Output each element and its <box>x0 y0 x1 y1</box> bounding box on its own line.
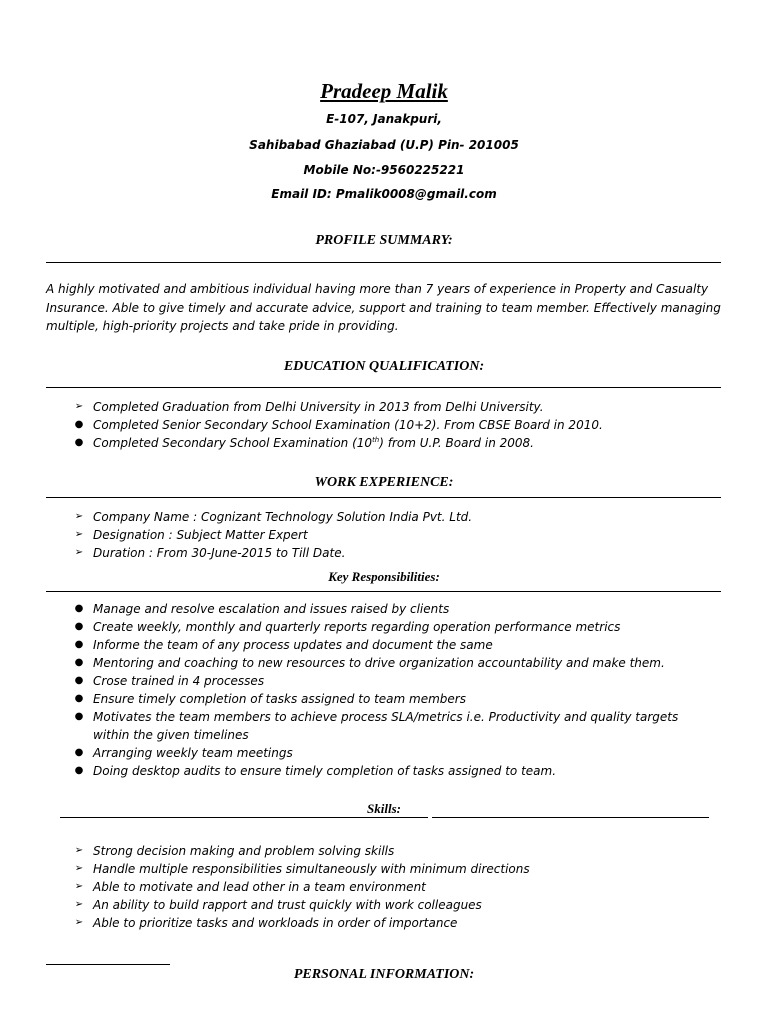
arrow-bullet-icon: ➢ <box>74 511 84 522</box>
footnote-divider <box>46 964 170 965</box>
candidate-name: Pradeep Malik <box>320 79 448 103</box>
list-item: ➢ Handle multiple responsibilities simultaneously with minimum directions <box>74 862 530 876</box>
dot-bullet-icon: ● <box>74 693 84 704</box>
list-item: ➢ Designation : Subject Matter Expert <box>74 528 308 542</box>
arrow-bullet-icon: ➢ <box>74 863 84 874</box>
dot-bullet-icon: ● <box>74 765 84 776</box>
arrow-bullet-icon: ➢ <box>74 899 84 910</box>
dot-bullet-icon: ● <box>74 603 84 614</box>
arrow-bullet-icon: ➢ <box>74 845 84 856</box>
list-item: ➢ Completed Graduation from Delhi University in 2013 from Delhi University. <box>74 400 544 414</box>
skills-list <box>0 842 768 932</box>
address-line-1: E-107, Janakpuri, <box>326 112 442 126</box>
dot-bullet-icon: ● <box>74 675 84 686</box>
arrow-bullet-icon: ➢ <box>74 881 84 892</box>
divider <box>46 387 721 388</box>
list-item: ● Completed Senior Secondary School Examination (10+2). From CBSE Board in 2010. <box>74 418 603 432</box>
list-item: ➢ Company Name : Cognizant Technology Solution India Pvt. Ltd. <box>74 510 473 524</box>
mobile-number: Mobile No:-9560225221 <box>303 163 465 177</box>
list-item: ● Mentoring and coaching to new resources to drive organization accountability and make them. <box>74 656 665 670</box>
address-line-2: Sahibabad Ghaziabad (U.P) Pin- 201005 <box>249 138 519 152</box>
profile-summary-text: A highly motivated and ambitious individual having more than 7 years of experience in Property and Casualty Insurance. Able to give timely and accurate advice, support and training to team member. Effectively managing multiple, high-priority projects and take pride in providing. <box>46 282 721 333</box>
list-item: ● Ensure timely completion of tasks assigned to team members <box>74 692 466 706</box>
divider <box>46 262 721 263</box>
list-item: ● Arranging weekly team meetings <box>74 746 293 760</box>
arrow-bullet-icon: ➢ <box>74 547 84 558</box>
dot-bullet-icon: ● <box>74 747 84 758</box>
list-item: ● Doing desktop audits to ensure timely completion of tasks assigned to team. <box>74 764 557 778</box>
list-item: ● Informe the team of any process updates and document the same <box>74 638 493 652</box>
divider <box>46 591 721 592</box>
dot-bullet-icon: ● <box>74 621 84 632</box>
arrow-bullet-icon: ➢ <box>74 529 84 540</box>
list-item: ➢ Able to motivate and lead other in a team environment <box>74 880 426 894</box>
divider <box>432 817 709 818</box>
email-address: Email ID: Pmalik0008@gmail.com <box>271 187 497 201</box>
list-item: ➢ Strong decision making and problem solving skills <box>74 844 395 858</box>
list-item: ➢ Duration : From 30-June-2015 to Till Date. <box>74 546 346 560</box>
responsibilities-list <box>0 600 768 780</box>
dot-bullet-icon: ● <box>74 437 84 448</box>
dot-bullet-icon: ● <box>74 657 84 668</box>
list-item: ● Create weekly, monthly and quarterly reports regarding operation performance metrics <box>74 620 621 634</box>
list-item: ➢ An ability to build rapport and trust quickly with work colleagues <box>74 898 482 912</box>
list-item: ● Motivates the team members to achieve process SLA/metrics i.e. Productivity and quality targets within the given timelines <box>74 710 679 742</box>
education-list <box>0 398 768 452</box>
arrow-bullet-icon: ➢ <box>74 401 84 412</box>
dot-bullet-icon: ● <box>74 419 84 430</box>
personal-information-heading: PERSONAL INFORMATION: <box>293 967 475 982</box>
arrow-bullet-icon: ➢ <box>74 917 84 928</box>
skills-heading: Skills: <box>367 801 401 816</box>
list-item: ● Completed Secondary School Examination (10th) from U.P. Board in 2008. <box>74 436 534 450</box>
dot-bullet-icon: ● <box>74 639 84 650</box>
list-item: ● Crose trained in 4 processes <box>74 674 265 688</box>
key-responsibilities-heading: Key Responsibilities: <box>328 569 440 584</box>
list-item: ● Manage and resolve escalation and issues raised by clients <box>74 602 450 616</box>
divider <box>46 497 721 498</box>
work-experience-heading: WORK EXPERIENCE: <box>314 475 454 490</box>
profile-summary-heading: PROFILE SUMMARY: <box>315 233 453 248</box>
dot-bullet-icon: ● <box>74 711 84 722</box>
work-experience-list <box>0 508 768 562</box>
divider <box>60 817 428 818</box>
education-heading: EDUCATION QUALIFICATION: <box>283 359 485 374</box>
list-item: ➢ Able to prioritize tasks and workloads in order of importance <box>74 916 458 930</box>
